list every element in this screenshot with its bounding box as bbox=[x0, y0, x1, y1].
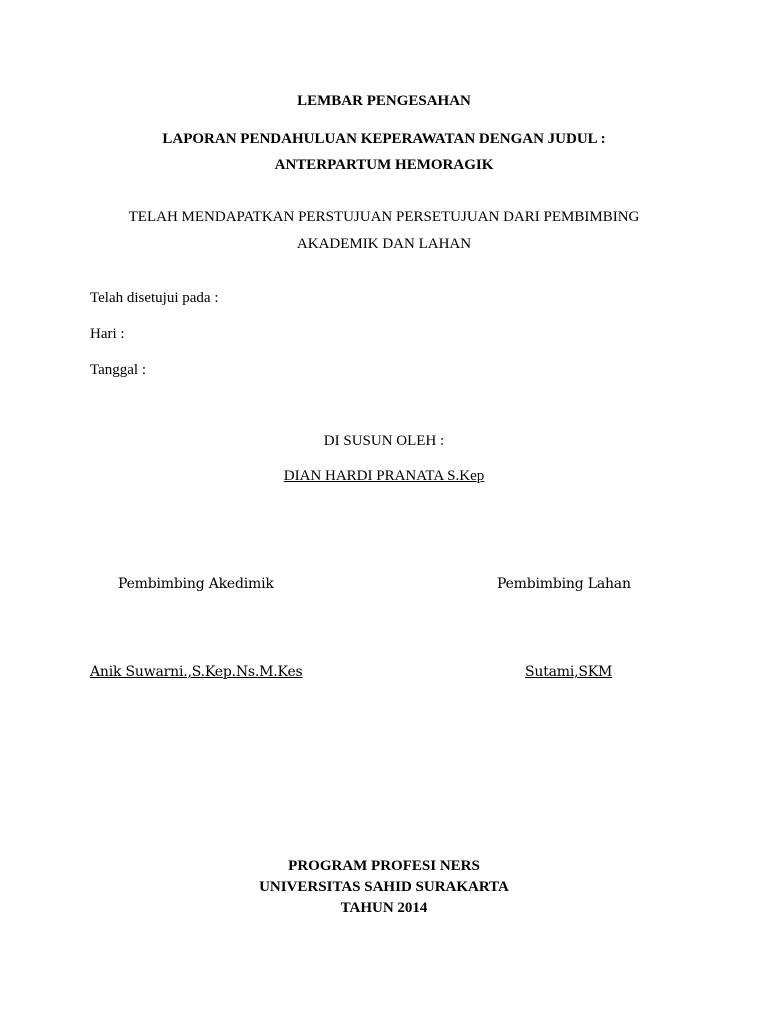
day-label: Hari : bbox=[90, 326, 125, 342]
report-subtitle-line-2: ANTERPARTUM HEMORAGIK bbox=[274, 157, 494, 173]
advisor-field-name: Sutami,SKM bbox=[525, 664, 613, 680]
advisor-academic-label: Pembimbing Akedimik bbox=[118, 576, 274, 592]
footer-university: UNIVERSITAS SAHID SURAKARTA bbox=[259, 879, 509, 895]
footer-year: TAHUN 2014 bbox=[340, 900, 428, 916]
document-title: LEMBAR PENGESAHAN bbox=[297, 93, 471, 109]
date-label: Tanggal : bbox=[90, 362, 147, 378]
author-name-text: DIAN HARDI PRANATA S.Kep bbox=[283, 468, 485, 484]
approval-statement-line-1: TELAH MENDAPATKAN PERSTUJUAN PERSETUJUAN DARI PEMBIMBING bbox=[128, 209, 640, 225]
footer-program: PROGRAM PROFESI NERS bbox=[288, 858, 480, 874]
compiled-by-label: DI SUSUN OLEH : bbox=[323, 433, 445, 449]
approval-statement-line-2: AKADEMIK DAN LAHAN bbox=[296, 236, 472, 252]
advisor-academic-name: Anik Suwarni.,S.Kep.Ns.M.Kes bbox=[90, 664, 303, 680]
approved-on-label: Telah disetujui pada : bbox=[90, 290, 219, 306]
report-subtitle-line-1: LAPORAN PENDAHULUAN KEPERAWATAN DENGAN JUDUL : bbox=[162, 131, 606, 147]
author-name bbox=[0, 467, 768, 485]
advisor-field-label: Pembimbing Lahan bbox=[497, 576, 631, 592]
